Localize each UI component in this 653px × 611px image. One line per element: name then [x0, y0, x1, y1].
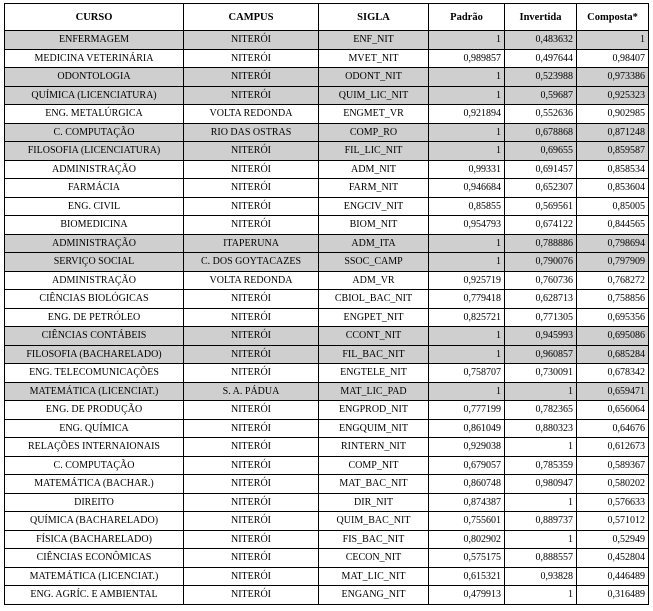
cell-sigla: SSOC_CAMP	[319, 253, 429, 272]
cell-curso: MEDICINA VETERINÁRIA	[5, 49, 184, 68]
cell-sigla: ADM_ITA	[319, 234, 429, 253]
table-body	[5, 31, 649, 605]
cell-campus: NITERÓI	[184, 160, 319, 179]
table-row	[5, 86, 649, 105]
table-row	[5, 401, 649, 420]
cell-invertida: 0,889737	[505, 512, 577, 531]
cell-invertida: 0,59687	[505, 86, 577, 105]
cell-invertida: 0,523988	[505, 68, 577, 87]
cell-padrao: 1	[429, 253, 505, 272]
table-row	[5, 142, 649, 161]
cell-invertida: 0,790076	[505, 253, 577, 272]
cell-campus: NITERÓI	[184, 493, 319, 512]
table-row	[5, 290, 649, 309]
cell-padrao: 0,99331	[429, 160, 505, 179]
header-campus: CAMPUS	[184, 4, 319, 31]
cell-composta: 0,859587	[577, 142, 649, 161]
cell-invertida: 0,785359	[505, 456, 577, 475]
cell-composta: 0,659471	[577, 382, 649, 401]
cell-invertida: 0,771305	[505, 308, 577, 327]
cell-composta: 1	[577, 31, 649, 50]
cell-padrao: 0,989857	[429, 49, 505, 68]
table-row	[5, 68, 649, 87]
table-row	[5, 549, 649, 568]
cell-padrao: 0,755601	[429, 512, 505, 531]
cell-padrao: 1	[429, 86, 505, 105]
cell-curso: ADMINISTRAÇÃO	[5, 271, 184, 290]
cell-sigla: COMP_NIT	[319, 456, 429, 475]
cell-invertida: 0,674122	[505, 216, 577, 235]
cell-padrao: 1	[429, 382, 505, 401]
cell-invertida: 0,483632	[505, 31, 577, 50]
cell-campus: NITERÓI	[184, 31, 319, 50]
cell-campus: NITERÓI	[184, 419, 319, 438]
cell-composta: 0,85005	[577, 197, 649, 216]
cell-curso: FILOSOFIA (LICENCIATURA)	[5, 142, 184, 161]
cell-composta: 0,695356	[577, 308, 649, 327]
cell-curso: CIÊNCIAS CONTÁBEIS	[5, 327, 184, 346]
cell-sigla: DIR_NIT	[319, 493, 429, 512]
cell-padrao: 0,860748	[429, 475, 505, 494]
cell-sigla: CCONT_NIT	[319, 327, 429, 346]
cell-sigla: FIL_LIC_NIT	[319, 142, 429, 161]
cell-campus: NITERÓI	[184, 197, 319, 216]
cell-campus: NITERÓI	[184, 345, 319, 364]
cell-invertida: 1	[505, 493, 577, 512]
cell-campus: NITERÓI	[184, 401, 319, 420]
cell-curso: FÍSICA (BACHARELADO)	[5, 530, 184, 549]
cell-padrao: 0,479913	[429, 586, 505, 605]
cell-composta: 0,858534	[577, 160, 649, 179]
cell-sigla: BIOM_NIT	[319, 216, 429, 235]
table-row	[5, 327, 649, 346]
cell-composta: 0,758856	[577, 290, 649, 309]
cell-padrao: 0,946684	[429, 179, 505, 198]
table-row	[5, 567, 649, 586]
cell-composta: 0,64676	[577, 419, 649, 438]
cell-invertida: 1	[505, 438, 577, 457]
cell-invertida: 0,691457	[505, 160, 577, 179]
cell-campus: ITAPERUNA	[184, 234, 319, 253]
cell-curso: QUÍMICA (BACHARELADO)	[5, 512, 184, 531]
cell-curso: SERVIÇO SOCIAL	[5, 253, 184, 272]
cell-invertida: 0,760736	[505, 271, 577, 290]
cell-curso: ENG. DE PRODUÇÃO	[5, 401, 184, 420]
cell-campus: NITERÓI	[184, 49, 319, 68]
cell-padrao: 0,575175	[429, 549, 505, 568]
cell-curso: MATEMÁTICA (BACHAR.)	[5, 475, 184, 494]
cell-curso: CIÊNCIAS BIOLÓGICAS	[5, 290, 184, 309]
cell-campus: RIO DAS OSTRAS	[184, 123, 319, 142]
cell-composta: 0,798694	[577, 234, 649, 253]
cell-campus: NITERÓI	[184, 179, 319, 198]
cell-sigla: ENGPET_NIT	[319, 308, 429, 327]
cell-composta: 0,844565	[577, 216, 649, 235]
cell-campus: NITERÓI	[184, 567, 319, 586]
cell-padrao: 0,802902	[429, 530, 505, 549]
cell-padrao: 0,615321	[429, 567, 505, 586]
cell-curso: ENG. CIVIL	[5, 197, 184, 216]
cell-padrao: 1	[429, 345, 505, 364]
cell-composta: 0,925323	[577, 86, 649, 105]
cell-curso: MATEMÁTICA (LICENCIAT.)	[5, 382, 184, 401]
cell-invertida: 0,497644	[505, 49, 577, 68]
cell-invertida: 0,569561	[505, 197, 577, 216]
cell-sigla: MAT_BAC_NIT	[319, 475, 429, 494]
cell-sigla: FIS_BAC_NIT	[319, 530, 429, 549]
table-row	[5, 123, 649, 142]
cell-padrao: 0,874387	[429, 493, 505, 512]
table-row	[5, 179, 649, 198]
cell-composta: 0,685284	[577, 345, 649, 364]
cell-curso: CIÊNCIAS ECONÔMICAS	[5, 549, 184, 568]
cell-invertida: 0,960857	[505, 345, 577, 364]
cell-composta: 0,589367	[577, 456, 649, 475]
cell-sigla: ENGQUIM_NIT	[319, 419, 429, 438]
cell-composta: 0,316489	[577, 586, 649, 605]
cell-curso: ENG. METALÚRGICA	[5, 105, 184, 124]
cell-padrao: 1	[429, 68, 505, 87]
cell-campus: NITERÓI	[184, 475, 319, 494]
cell-padrao: 0,929038	[429, 438, 505, 457]
cell-invertida: 0,730091	[505, 364, 577, 383]
cell-curso: ENG. QUÍMICA	[5, 419, 184, 438]
cell-sigla: MVET_NIT	[319, 49, 429, 68]
table-row	[5, 475, 649, 494]
cell-sigla: ENGPROD_NIT	[319, 401, 429, 420]
table-row	[5, 493, 649, 512]
cell-campus: NITERÓI	[184, 86, 319, 105]
cell-padrao: 1	[429, 234, 505, 253]
cell-sigla: COMP_RO	[319, 123, 429, 142]
table-row	[5, 456, 649, 475]
efficiency-table-container	[4, 3, 649, 605]
cell-campus: NITERÓI	[184, 364, 319, 383]
cell-sigla: ENGANG_NIT	[319, 586, 429, 605]
cell-composta: 0,52949	[577, 530, 649, 549]
cell-composta: 0,656064	[577, 401, 649, 420]
cell-padrao: 0,925719	[429, 271, 505, 290]
table-row	[5, 160, 649, 179]
header-padrao: Padrão	[429, 4, 505, 31]
cell-invertida: 0,652307	[505, 179, 577, 198]
cell-padrao: 0,85855	[429, 197, 505, 216]
table-row	[5, 382, 649, 401]
cell-invertida: 0,880323	[505, 419, 577, 438]
table-row	[5, 419, 649, 438]
table-row	[5, 345, 649, 364]
cell-campus: NITERÓI	[184, 456, 319, 475]
cell-invertida: 1	[505, 530, 577, 549]
cell-curso: ENFERMAGEM	[5, 31, 184, 50]
cell-curso: C. COMPUTAÇÃO	[5, 123, 184, 142]
cell-curso: ENG. AGRÍC. E AMBIENTAL	[5, 586, 184, 605]
cell-composta: 0,973386	[577, 68, 649, 87]
cell-campus: VOLTA REDONDA	[184, 271, 319, 290]
table-row	[5, 105, 649, 124]
cell-campus: NITERÓI	[184, 586, 319, 605]
table-row	[5, 271, 649, 290]
cell-sigla: ENGMET_VR	[319, 105, 429, 124]
cell-campus: NITERÓI	[184, 216, 319, 235]
cell-composta: 0,853604	[577, 179, 649, 198]
cell-padrao: 0,825721	[429, 308, 505, 327]
cell-composta: 0,871248	[577, 123, 649, 142]
cell-curso: ODONTOLOGIA	[5, 68, 184, 87]
cell-curso: ENG. TELECOMUNICAÇÕES	[5, 364, 184, 383]
cell-invertida: 0,980947	[505, 475, 577, 494]
cell-campus: NITERÓI	[184, 530, 319, 549]
cell-composta: 0,902985	[577, 105, 649, 124]
cell-sigla: ENF_NIT	[319, 31, 429, 50]
cell-invertida: 0,552636	[505, 105, 577, 124]
cell-composta: 0,695086	[577, 327, 649, 346]
cell-curso: FILOSOFIA (BACHARELADO)	[5, 345, 184, 364]
cell-curso: DIREITO	[5, 493, 184, 512]
cell-curso: QUÍMICA (LICENCIATURA)	[5, 86, 184, 105]
table-header	[5, 4, 649, 31]
cell-invertida: 0,788886	[505, 234, 577, 253]
cell-invertida: 0,888557	[505, 549, 577, 568]
cell-curso: RELAÇÕES INTERNAIONAIS	[5, 438, 184, 457]
cell-sigla: MAT_LIC_PAD	[319, 382, 429, 401]
cell-campus: NITERÓI	[184, 68, 319, 87]
header-row	[5, 4, 649, 31]
cell-composta: 0,797909	[577, 253, 649, 272]
cell-sigla: ODONT_NIT	[319, 68, 429, 87]
cell-padrao: 0,777199	[429, 401, 505, 420]
cell-campus: S. A. PÁDUA	[184, 382, 319, 401]
table-row	[5, 253, 649, 272]
cell-sigla: MAT_LIC_NIT	[319, 567, 429, 586]
cell-sigla: QUIM_BAC_NIT	[319, 512, 429, 531]
table-row	[5, 530, 649, 549]
header-sigla: SIGLA	[319, 4, 429, 31]
table-row	[5, 308, 649, 327]
cell-sigla: ENGCIV_NIT	[319, 197, 429, 216]
cell-curso: ADMINISTRAÇÃO	[5, 160, 184, 179]
cell-sigla: FARM_NIT	[319, 179, 429, 198]
cell-campus: NITERÓI	[184, 142, 319, 161]
header-curso: CURSO	[5, 4, 184, 31]
cell-composta: 0,571012	[577, 512, 649, 531]
cell-curso: MATEMÁTICA (LICENCIAT.)	[5, 567, 184, 586]
cell-padrao: 0,861049	[429, 419, 505, 438]
cell-campus: NITERÓI	[184, 308, 319, 327]
cell-campus: C. DOS GOYTACAZES	[184, 253, 319, 272]
cell-padrao: 0,954793	[429, 216, 505, 235]
cell-invertida: 0,69655	[505, 142, 577, 161]
cell-sigla: CBIOL_BAC_NIT	[319, 290, 429, 309]
table-row	[5, 586, 649, 605]
cell-campus: NITERÓI	[184, 327, 319, 346]
cell-curso: BIOMEDICINA	[5, 216, 184, 235]
cell-sigla: RINTERN_NIT	[319, 438, 429, 457]
cell-invertida: 0,678868	[505, 123, 577, 142]
header-invertida: Invertida	[505, 4, 577, 31]
cell-invertida: 0,945993	[505, 327, 577, 346]
cell-composta: 0,452804	[577, 549, 649, 568]
cell-curso: C. COMPUTAÇÃO	[5, 456, 184, 475]
efficiency-table	[4, 3, 649, 605]
cell-padrao: 0,679057	[429, 456, 505, 475]
cell-composta: 0,580202	[577, 475, 649, 494]
cell-padrao: 1	[429, 142, 505, 161]
cell-campus: NITERÓI	[184, 290, 319, 309]
cell-padrao: 1	[429, 123, 505, 142]
table-row	[5, 512, 649, 531]
cell-composta: 0,678342	[577, 364, 649, 383]
cell-sigla: CECON_NIT	[319, 549, 429, 568]
table-row	[5, 216, 649, 235]
header-composta: Composta*	[577, 4, 649, 31]
cell-padrao: 0,758707	[429, 364, 505, 383]
table-row	[5, 49, 649, 68]
cell-padrao: 0,921894	[429, 105, 505, 124]
cell-composta: 0,768272	[577, 271, 649, 290]
cell-sigla: ENGTELE_NIT	[319, 364, 429, 383]
cell-curso: ENG. DE PETRÓLEO	[5, 308, 184, 327]
cell-curso: ADMINISTRAÇÃO	[5, 234, 184, 253]
table-row	[5, 31, 649, 50]
table-row	[5, 438, 649, 457]
cell-invertida: 0,628713	[505, 290, 577, 309]
cell-composta: 0,446489	[577, 567, 649, 586]
cell-invertida: 1	[505, 586, 577, 605]
cell-invertida: 1	[505, 382, 577, 401]
cell-invertida: 0,93828	[505, 567, 577, 586]
cell-padrao: 0,779418	[429, 290, 505, 309]
cell-sigla: FIL_BAC_NIT	[319, 345, 429, 364]
table-row	[5, 234, 649, 253]
cell-invertida: 0,782365	[505, 401, 577, 420]
cell-composta: 0,576633	[577, 493, 649, 512]
cell-campus: NITERÓI	[184, 438, 319, 457]
cell-campus: VOLTA REDONDA	[184, 105, 319, 124]
cell-composta: 0,98407	[577, 49, 649, 68]
table-row	[5, 197, 649, 216]
cell-sigla: QUIM_LIC_NIT	[319, 86, 429, 105]
cell-composta: 0,612673	[577, 438, 649, 457]
cell-sigla: ADM_VR	[319, 271, 429, 290]
cell-padrao: 1	[429, 327, 505, 346]
cell-padrao: 1	[429, 31, 505, 50]
cell-sigla: ADM_NIT	[319, 160, 429, 179]
table-row	[5, 364, 649, 383]
cell-campus: NITERÓI	[184, 512, 319, 531]
cell-campus: NITERÓI	[184, 549, 319, 568]
cell-curso: FARMÁCIA	[5, 179, 184, 198]
